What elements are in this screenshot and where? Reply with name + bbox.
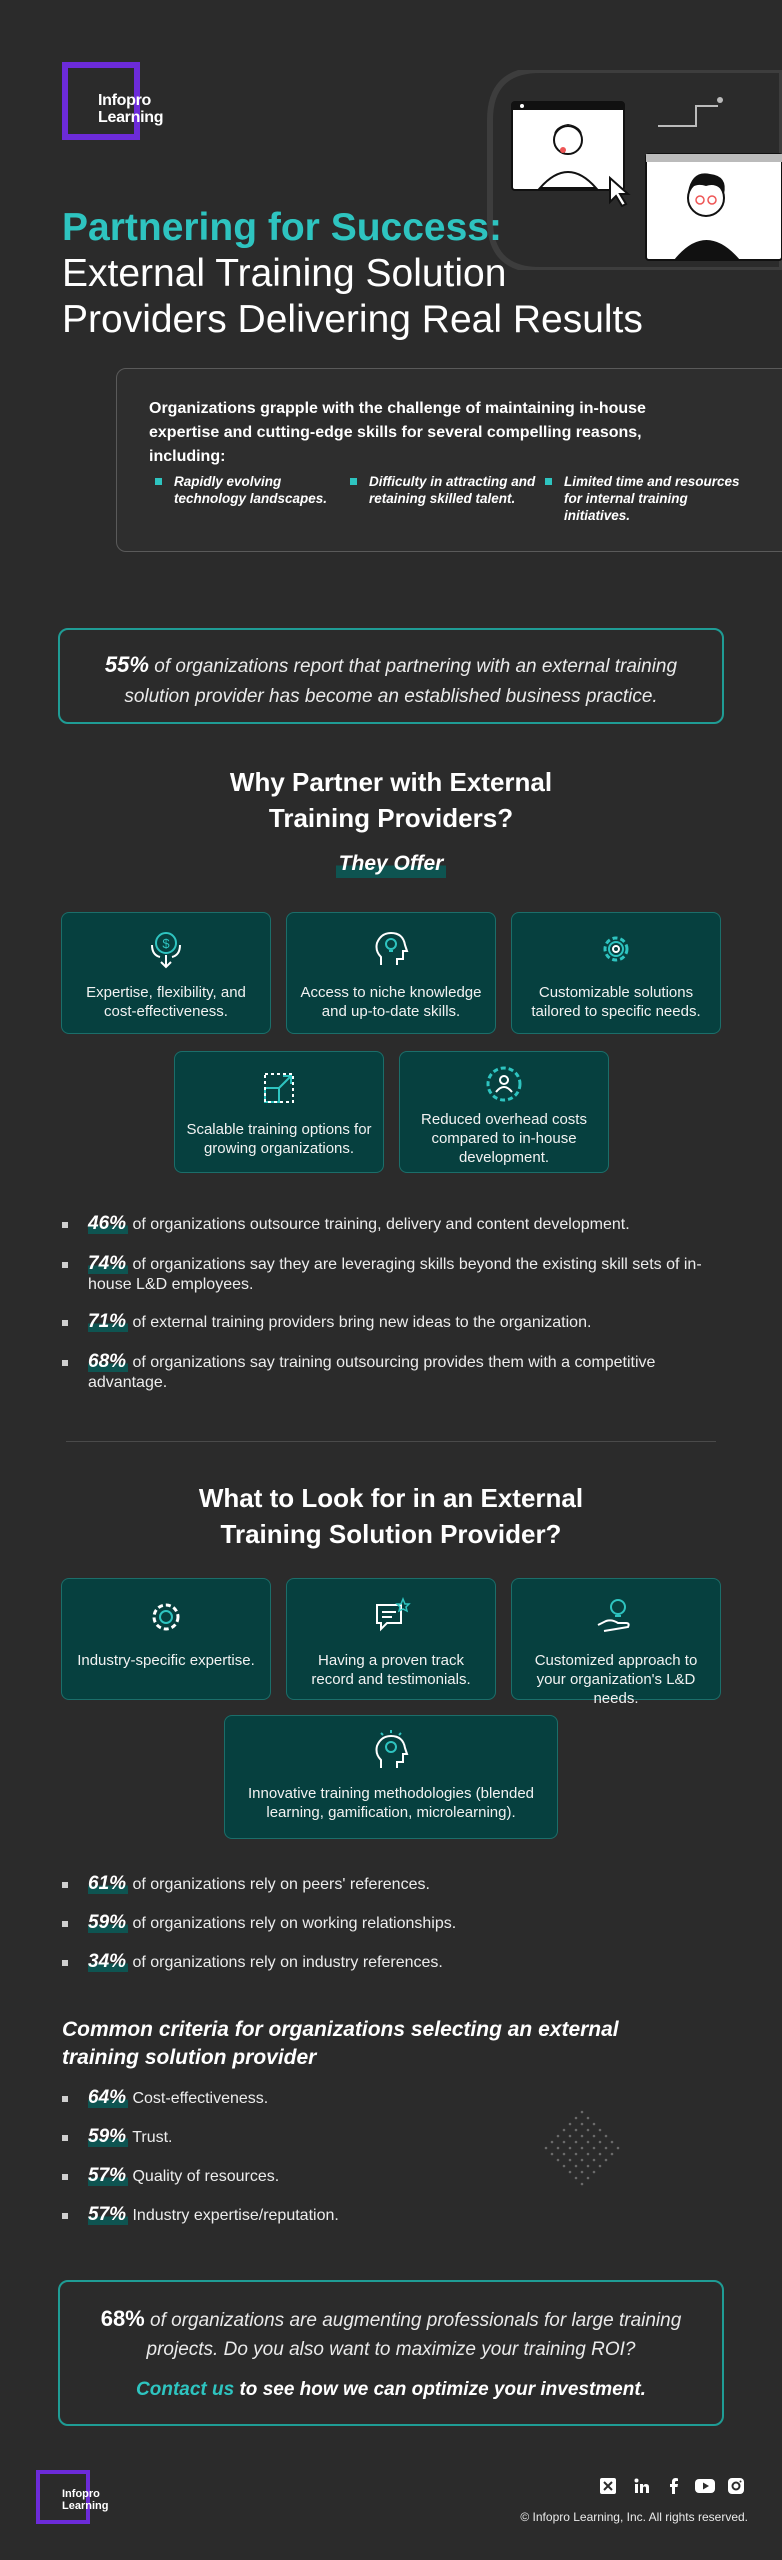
stat-item: 59% of organizations rely on working relationships. [62,1913,702,1934]
bullet-square-icon [62,1921,68,1927]
gear-cog-icon [146,1597,186,1637]
person-gear-icon [484,1064,524,1104]
contact-us-link[interactable]: Contact us [136,2379,235,2400]
criteria-card: Customized approach to your organization's L&D needs. [511,1578,721,1700]
decorative-dot-pattern [540,2108,624,2192]
logo-line-1: Infopro [98,92,151,109]
copyright-text: © Infopro Learning, Inc. All rights reserved. [520,2510,748,2524]
bullet-square-icon [62,1222,68,1228]
benefit-card: Customizable solutions tailored to specific needs. [511,912,721,1034]
hero-title [62,205,682,343]
bullet-square-icon [545,478,552,485]
stat-item: 71% of external training providers bring new ideas to the organization. [62,1312,702,1333]
challenge-box [116,368,782,552]
bullet-square-icon [62,1882,68,1888]
they-offer-subtitle: They Offer [336,850,446,878]
highlight-stat-text: 55% of organizations report that partnering with an external training solution provider has become an established business practice. [104,652,678,707]
criteria-item: 59% Trust. [62,2127,702,2148]
bullet-square-icon [62,1960,68,1966]
cta-box [58,2280,724,2426]
logo-line-2: Learning [98,109,164,126]
criteria-item: 64% Cost-effectiveness. [62,2088,702,2109]
stat-item: 61% of organizations rely on peers' references. [62,1874,702,1895]
cta-stat-text: 68% of organizations are augmenting professionals for large training projects. Do you also want to maximize your training ROI? [100,2306,682,2360]
stat-item: 68% of organizations say training outsourcing provides them with a competitive advantage. [62,1352,702,1393]
scale-arrow-icon [259,1068,299,1108]
bullet-square-icon [62,1262,68,1268]
bullet-square-icon [155,478,162,485]
challenge-list [155,473,775,524]
svg-text:$: $ [162,936,170,951]
bullet-square-icon [62,2213,68,2219]
facebook-icon[interactable] [664,2476,684,2496]
criteria-item: 57% Quality of resources. [62,2166,702,2187]
highlight-stat-pct: 55% [104,652,149,677]
bullet-square-icon [350,478,357,485]
why-partner-heading: Why Partner with External Training Providers? [229,767,553,833]
hero-title-line-1: External Training Solution [62,252,507,295]
bullet-square-icon [62,1360,68,1366]
benefit-card: Access to niche knowledge and up-to-date skills. [286,912,496,1034]
hero-title-accent: Partnering for Success: [62,206,502,249]
stat-item: 34% of organizations rely on industry references. [62,1952,702,1973]
instagram-icon[interactable] [726,2476,746,2496]
bullet-square-icon [62,1320,68,1326]
section-divider [66,1441,716,1442]
head-lightbulb-icon [371,929,411,969]
x-icon[interactable] [598,2476,618,2496]
stat-item: 46% of organizations outsource training, delivery and content development. [62,1214,702,1235]
criteria-item: 57% Industry expertise/reputation. [62,2205,702,2226]
youtube-icon[interactable] [694,2476,716,2496]
criteria-card: Having a proven track record and testimonials. [286,1578,496,1700]
bullet-square-icon [62,2174,68,2180]
cta-line: Contact us to see how we can optimize your investment. [136,2379,646,2400]
criteria-card: Innovative training methodologies (blended learning, gamification, microlearning). [224,1715,558,1839]
bullet-square-icon [62,2135,68,2141]
challenge-item: Rapidly evolving technology landscapes. [155,473,350,524]
gear-icon [596,929,636,969]
hero-title-line-2: Providers Delivering Real Results [62,298,643,341]
logo [98,92,163,126]
challenge-item: Limited time and resources for internal training initiatives. [545,473,740,524]
challenge-item: Difficulty in attracting and retaining skilled talent. [350,473,545,524]
head-idea-icon [371,1728,411,1772]
money-hand-icon [146,929,186,969]
linkedin-icon[interactable] [632,2476,652,2496]
footer-logo: Infopro Learning [62,2488,109,2512]
look-for-heading: What to Look for in an External Training Solution Provider? [198,1483,584,1549]
bullet-square-icon [62,2096,68,2102]
criteria-heading: Common criteria for organizations selecting an external training solution provider [62,2018,619,2069]
hand-lightbulb-icon [596,1595,636,1635]
stat-item: 74% of organizations say they are leveraging skills beyond the existing skill sets of in-house L&D employees. [62,1254,702,1295]
cta-stat-pct: 68% [100,2306,145,2331]
chat-star-icon [371,1597,411,1637]
criteria-card: Industry-specific expertise. [61,1578,271,1700]
highlight-stat-box [58,628,724,724]
challenge-intro: Organizations grapple with the challenge of maintaining in-house expertise and cutting-edge skills for several compelling reasons, including: [149,400,646,465]
benefit-card: Scalable training options for growing organizations. [174,1051,384,1173]
benefit-card: Reduced overhead costs compared to in-house development. [399,1051,609,1173]
benefit-card: $ Expertise, flexibility, and cost-effectiveness. [61,912,271,1034]
